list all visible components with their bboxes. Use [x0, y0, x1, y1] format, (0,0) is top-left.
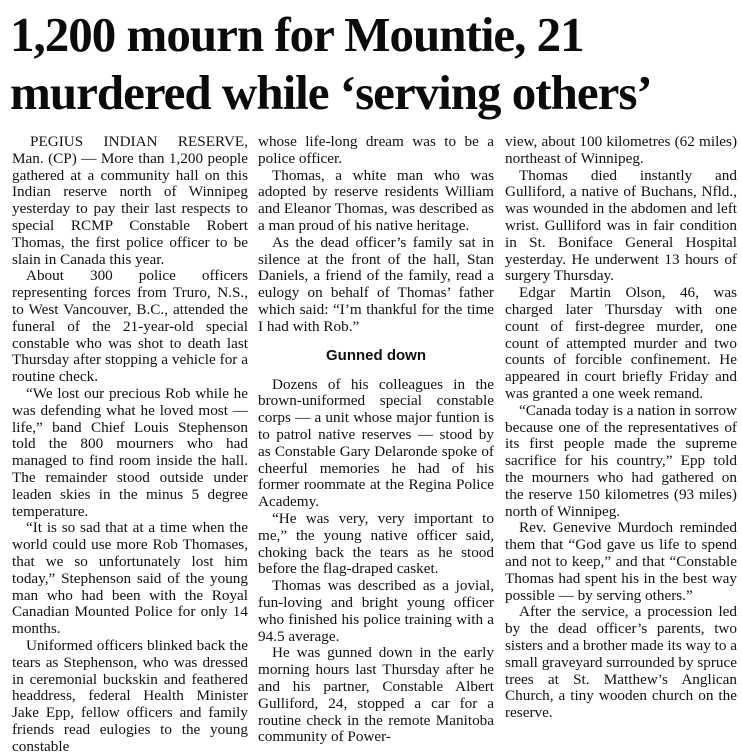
- headline-line-2: murdered while ‘serving others’: [10, 65, 652, 120]
- paragraph: Uniformed officers blinked back the tears as Stephenson, who was dressed in ceremonial buckskin and feathered headdress, federal Health Minister Jake Epp, fellow officers and family friends read eulogies to the young constable: [12, 636, 248, 755]
- column-2: [258, 133, 494, 746]
- paragraph: “It is so sad that at a time when the world could use more Rob Thomases, that we so unfortunately lost him today,” Stephenson said of the young man who had been with the Royal Canadian Mounted Police for only 14 months.: [12, 519, 248, 638]
- headline: [10, 6, 738, 122]
- paragraph: view, about 100 kilometres (62 miles) northeast of Winnipeg.: [505, 133, 737, 167]
- paragraph: Thomas died instantly and Gulliford, a native of Buchans, Nfld., was wounded in the abdomen and left wrist. Gulliford was in fair condition in St. Boniface General Hospital yesterday. He underwent 13 hours of surgery Thursday.: [505, 166, 737, 285]
- paragraph: “Canada today is a nation in sorrow because one of the representatives of its first people made the supreme sacrifice for his country,” Epp told the mourners who had gathered on the reserve 150 kilometres (93 miles) north of Winnipeg.: [505, 401, 737, 520]
- paragraph: Thomas, a white man who was adopted by reserve residents William and Eleanor Thomas, was described as a man proud of his native heritage.: [258, 166, 494, 234]
- paragraph: Dozens of his colleagues in the brown-uniformed special constable corps — a unit whose major funtion is to patrol native reserves — stood by as Constable Gary Delaronde spoke of cheerful memories he had of his former roommate at the Regina Police Academy.: [258, 375, 494, 511]
- paragraph: “He was very, very important to me,” the young native officer said, choking back the tears as he stood before the flag-draped casket.: [258, 509, 494, 578]
- column-3: [505, 133, 737, 722]
- subheading: Gunned down: [326, 346, 426, 364]
- paragraph: Edgar Martin Olson, 46, was charged later Thursday with one count of first-degree murder, one count of attempted murder and two counts of forcible confinement. He appeared in court briefly Friday and was granted a one week remand.: [505, 284, 737, 402]
- paragraph: About 300 police officers representing forces from Truro, N.S., to West Vancouver, B.C., attended the funeral of the 21-year-old special constable who was shot to death last Thursday after stopping a vehicle for a routine check.: [12, 267, 248, 386]
- paragraph: As the dead officer’s family sat in silence at the front of the hall, Stan Daniels, a friend of the family, read a eulogy on behalf of Thomas’ father which said: “I’m thankful for the time I had with Rob.”: [258, 233, 494, 335]
- paragraph: PEGIUS INDIAN RESERVE, Man. (CP) — More than 1,200 people gathered at a community hall on this Indian reserve north of Winnipeg yesterday to pay their last respects to special RCMP Constable Robert Thomas, the first police officer to be slain in Canada this year.: [12, 133, 248, 268]
- paragraph: “We lost our precious Rob while he was defending what he loved most — life,” band Chief Louis Stephenson told the 800 mourners who had managed to find room inside the hall. The remainder stood outside under leaden skies in the minus 5 degree temperature.: [12, 384, 248, 520]
- paragraph: He was gunned down in the early morning hours last Thursday after he and his partner, Constable Albert Gulliford, 24, stopped a car for a routine check in the remote Manitoba community of Power-: [258, 644, 494, 746]
- paragraph: whose life-long dream was to be a police officer.: [258, 133, 494, 167]
- paragraph: Thomas was described as a jovial, fun-loving and bright young officer who finished his police training with a 94.5 average.: [258, 577, 494, 645]
- column-1: [12, 133, 248, 755]
- headline-line-1: 1,200 mourn for Mountie, 21: [10, 7, 584, 62]
- paragraph: Rev. Genevive Murdoch reminded them that “God gave us life to spend and not to keep,” and that “Constable Thomas had spent his in the best way possible — by serving others.”: [505, 519, 737, 604]
- paragraph: After the service, a procession led by the dead officer’s parents, two sisters and a brother made its way to a small graveyard surrounded by spruce trees at St. Matthew’s Anglican Church, a tiny wooden church on the reserve.: [505, 603, 737, 722]
